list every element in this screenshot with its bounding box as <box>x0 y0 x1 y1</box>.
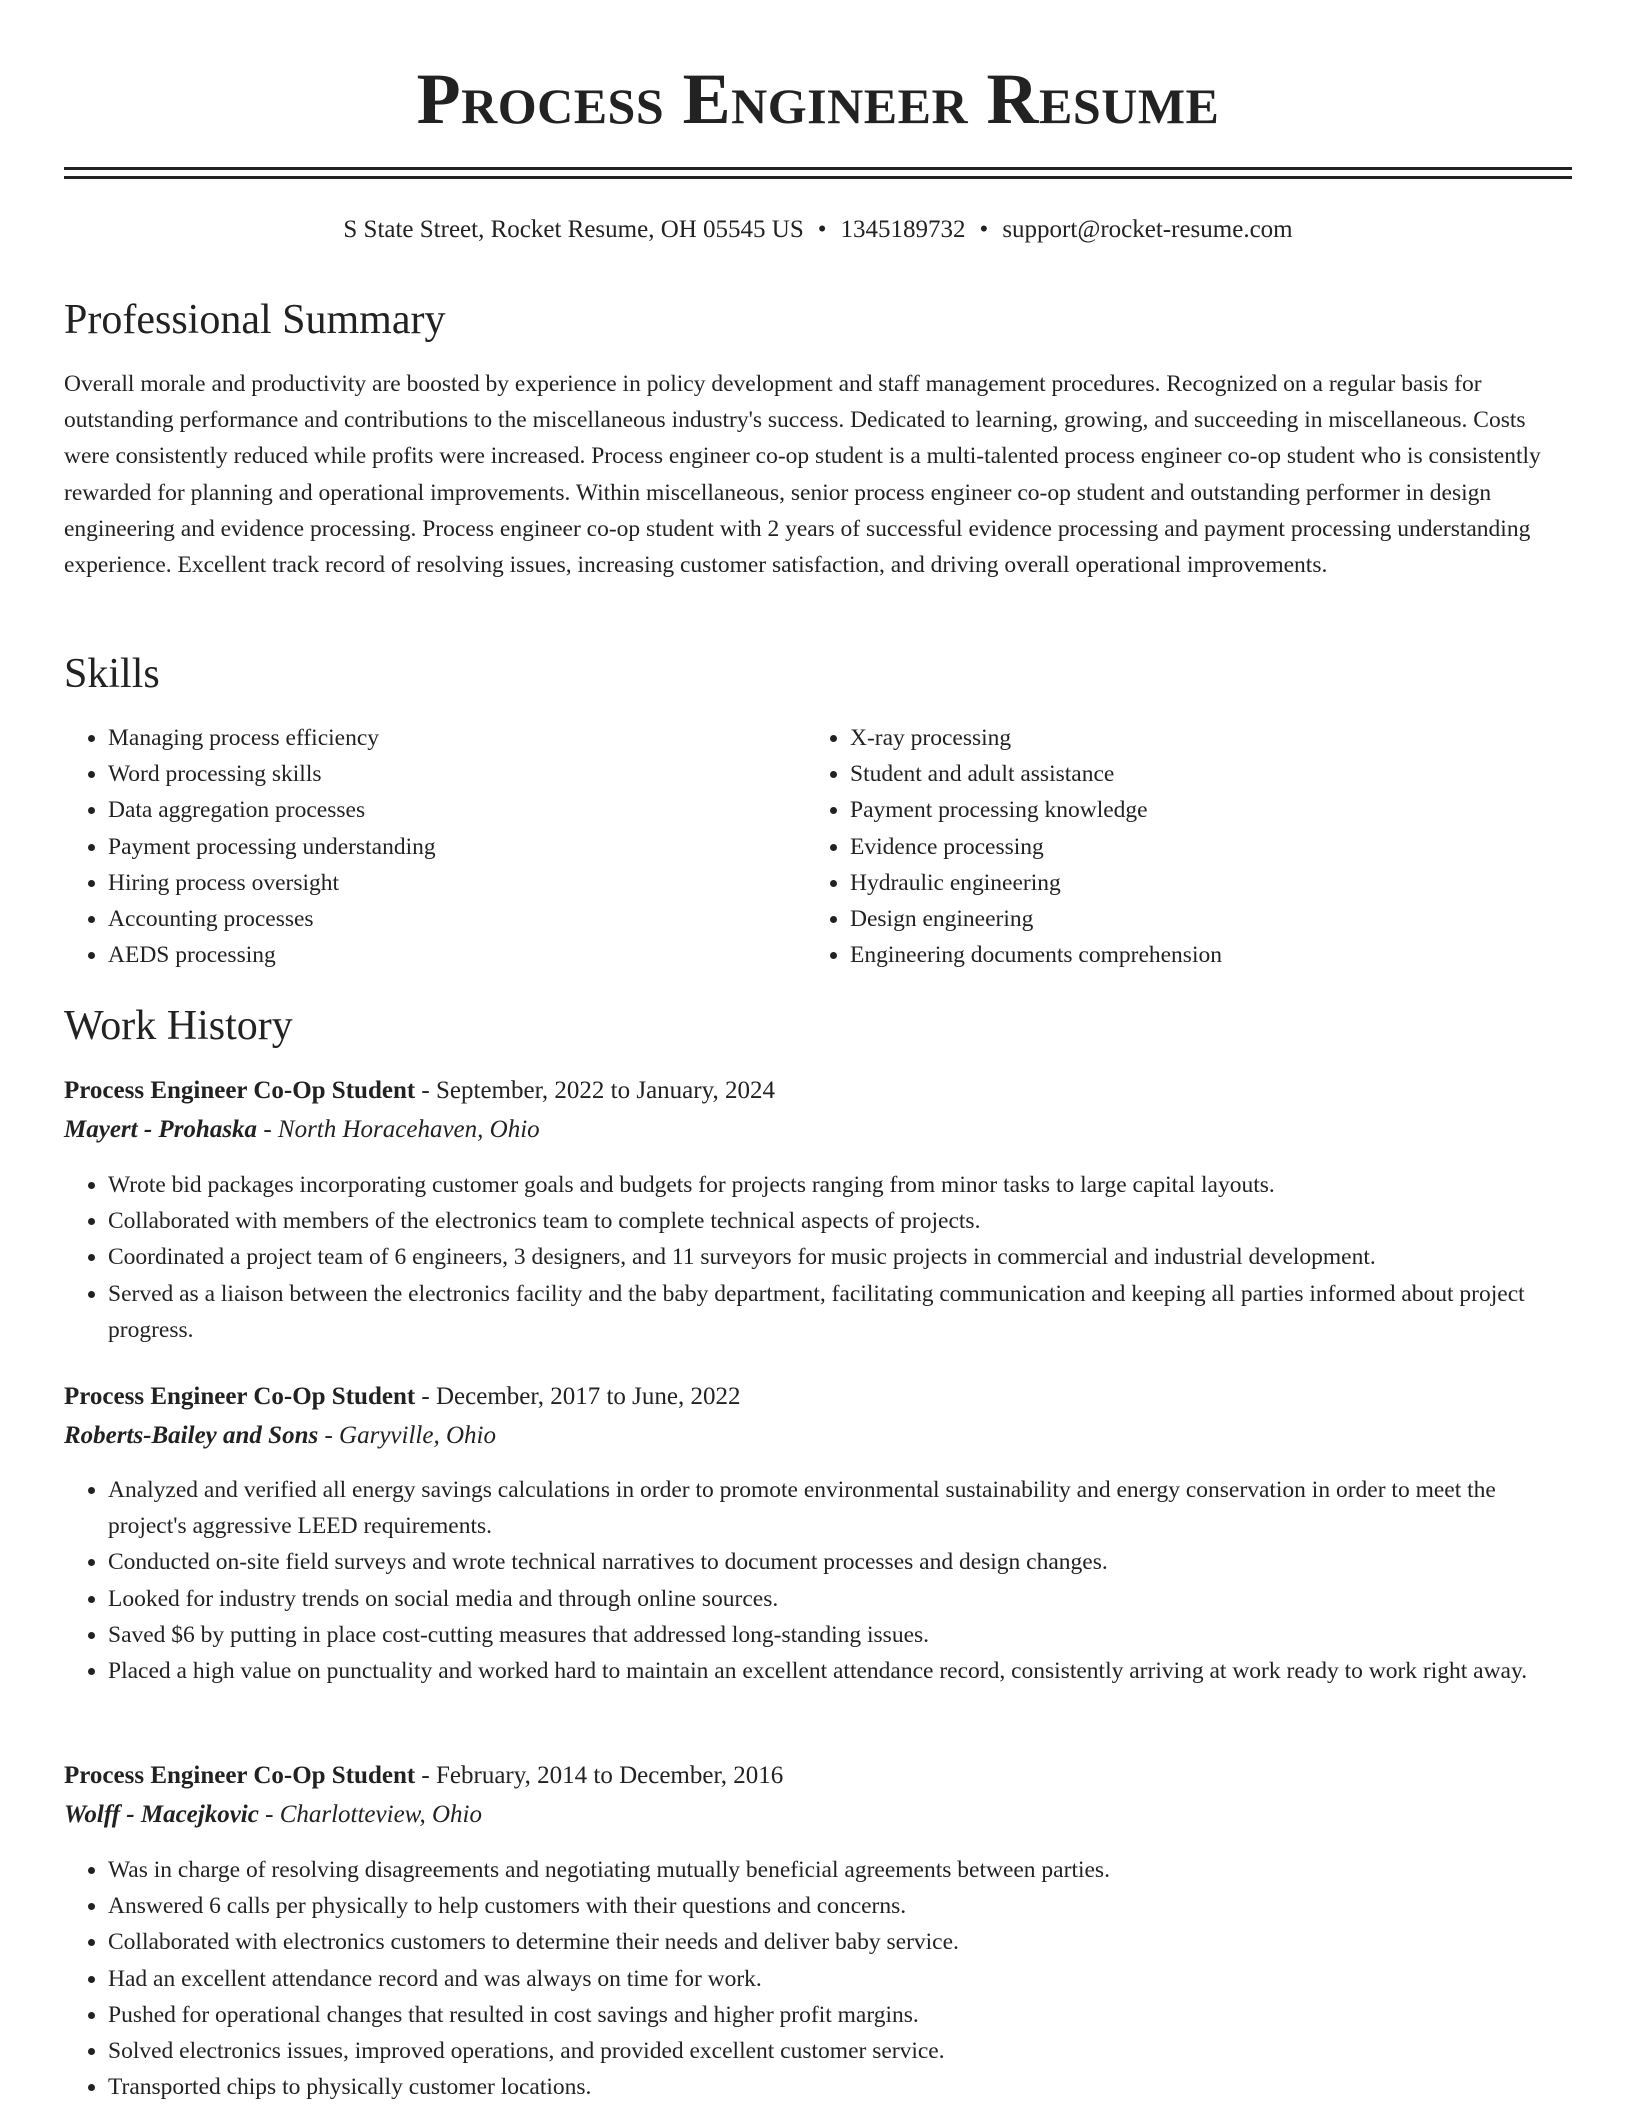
skill-item: • AEDS processing <box>108 937 808 973</box>
job-bullet: • Coordinated a project team of 6 engineers, 3 designers, and 11 surveyors for music projects in commercial and industrial development. <box>108 1239 1572 1275</box>
skill-item: • Hiring process oversight <box>108 865 808 901</box>
skill-item: • Student and adult assistance <box>850 756 1550 792</box>
contact-separator: • <box>979 216 989 243</box>
job-company: Wolff - Macejkovic <box>64 1801 259 1828</box>
skill-item: • Word processing skills <box>108 756 808 792</box>
summary-heading: Professional Summary <box>64 297 446 343</box>
summary-text: Overall morale and productivity are boosted by experience in policy development and staff management procedures. Recognized on a regular basis for outstanding performance and contributions to the miscellaneous industry's success. Dedicated to learning, growing, and succeeding in miscellaneous. Costs were consistently reduced while profits were increased. Process engineer co-op student is a multi-talented process engineer co-op student who is consistently rewarded for planning and operational improvements. Within miscellaneous, senior process engineer co-op student and outstanding performer in design engineering and evidence processing. Process engineer co-op student with 2 years of successful evidence processing and payment processing understanding experience. Excellent track record of resolving issues, increasing customer satisfaction, and driving overall operational improvements. <box>64 371 1541 579</box>
contact-line <box>64 212 1572 248</box>
job-title-line <box>64 1379 740 1415</box>
job-bullet: • Pushed for operational changes that resulted in cost savings and higher profit margins. <box>108 1997 1572 2033</box>
skill-item: • Engineering documents comprehension <box>850 937 1550 973</box>
skills-list-right <box>806 720 1550 973</box>
skill-item: • Managing process efficiency <box>108 720 808 756</box>
skill-item: • Hydraulic engineering <box>850 865 1550 901</box>
job-dash: - <box>415 1383 436 1410</box>
skill-item: • Design engineering <box>850 901 1550 937</box>
job-dates: February, 2014 to December, 2016 <box>436 1762 784 1789</box>
job-bullet: • Collaborated with members of the electronics team to complete technical aspects of projects. <box>108 1203 1572 1239</box>
job-bullet: • Was in charge of resolving disagreements and negotiating mutually beneficial agreements between parties. <box>108 1852 1572 1888</box>
job-dash: - <box>415 1077 436 1104</box>
job-title: Process Engineer Co-Op Student <box>64 1077 416 1104</box>
job-bullet: • Collaborated with electronics customers to determine their needs and deliver baby service. <box>108 1924 1572 1960</box>
skill-item: • Payment processing knowledge <box>850 792 1550 828</box>
job-company: Mayert - Prohaska <box>64 1116 258 1143</box>
job-bullet: • Solved electronics issues, improved operations, and provided excellent customer service. <box>108 2033 1572 2069</box>
job-bullets <box>64 1852 1572 2105</box>
job-dash: - <box>257 1116 278 1143</box>
job-dash: - <box>258 1801 280 1828</box>
skill-item: • Evidence processing <box>850 829 1550 865</box>
work-history-heading: Work History <box>64 1003 293 1049</box>
job-bullet: • Served as a liaison between the electronics facility and the baby department, facilitating communication and keeping all parties informed about project progress. <box>108 1276 1572 1348</box>
job-bullet: • Looked for industry trends on social media and through online sources. <box>108 1581 1572 1617</box>
skill-item: • Accounting processes <box>108 901 808 937</box>
job-bullet: • Analyzed and verified all energy savings calculations in order to promote environmental sustainability and energy conservation in order to meet the project's aggressive LEED requirements. <box>108 1472 1572 1544</box>
job-location: Charlotteview, Ohio <box>279 1801 482 1828</box>
job-title: Process Engineer Co-Op Student <box>64 1762 416 1789</box>
job-bullet: • Had an excellent attendance record and was always on time for work. <box>108 1961 1572 1997</box>
job-company-line <box>64 1112 540 1148</box>
contact-address: S State Street, Rocket Resume, OH 05545 US <box>343 216 804 243</box>
contact-email: support@rocket-resume.com <box>1002 216 1293 243</box>
contact-phone: 1345189732 <box>840 216 966 243</box>
job-location: Garyville, Ohio <box>339 1422 496 1449</box>
job-title-line <box>64 1758 783 1794</box>
job-location: North Horacehaven, Ohio <box>277 1116 540 1143</box>
resume-page <box>64 0 1572 2101</box>
job-bullet: • Transported chips to physically customer locations. <box>108 2069 1572 2105</box>
title-rule-top <box>64 167 1572 170</box>
contact-separator: • <box>817 216 827 243</box>
job-company-line <box>64 1797 482 1833</box>
skill-item: • Payment processing understanding <box>108 829 808 865</box>
job-bullet: • Saved $6 by putting in place cost-cutting measures that addressed long-standing issues. <box>108 1617 1572 1653</box>
job-bullets <box>64 1472 1572 1689</box>
job-dates: September, 2022 to January, 2024 <box>436 1077 775 1104</box>
job-dates: December, 2017 to June, 2022 <box>436 1383 741 1410</box>
job-bullet: • Conducted on-site field surveys and wrote technical narratives to document processes and design changes. <box>108 1544 1572 1580</box>
job-title: Process Engineer Co-Op Student <box>64 1383 416 1410</box>
skill-item: • X-ray processing <box>850 720 1550 756</box>
job-company: Roberts-Bailey and Sons <box>64 1422 319 1449</box>
job-dash: - <box>318 1422 340 1449</box>
job-dash: - <box>415 1762 436 1789</box>
job-bullet: • Placed a high value on punctuality and worked hard to maintain an excellent attendance record, consistently arriving at work ready to work right away. <box>108 1653 1572 1689</box>
job-bullet: • Wrote bid packages incorporating customer goals and budgets for projects ranging from minor tasks to large capital layouts. <box>108 1167 1572 1203</box>
resume-title: Process Engineer Resume <box>416 59 1220 139</box>
skill-item: • Data aggregation processes <box>108 792 808 828</box>
title-rule-bottom <box>64 176 1572 179</box>
skills-list-left <box>64 720 808 973</box>
skills-heading: Skills <box>64 651 160 697</box>
job-bullet: • Answered 6 calls per physically to help customers with their questions and concerns. <box>108 1888 1572 1924</box>
job-title-line <box>64 1073 775 1109</box>
job-bullets <box>64 1167 1572 1348</box>
job-company-line <box>64 1418 496 1454</box>
